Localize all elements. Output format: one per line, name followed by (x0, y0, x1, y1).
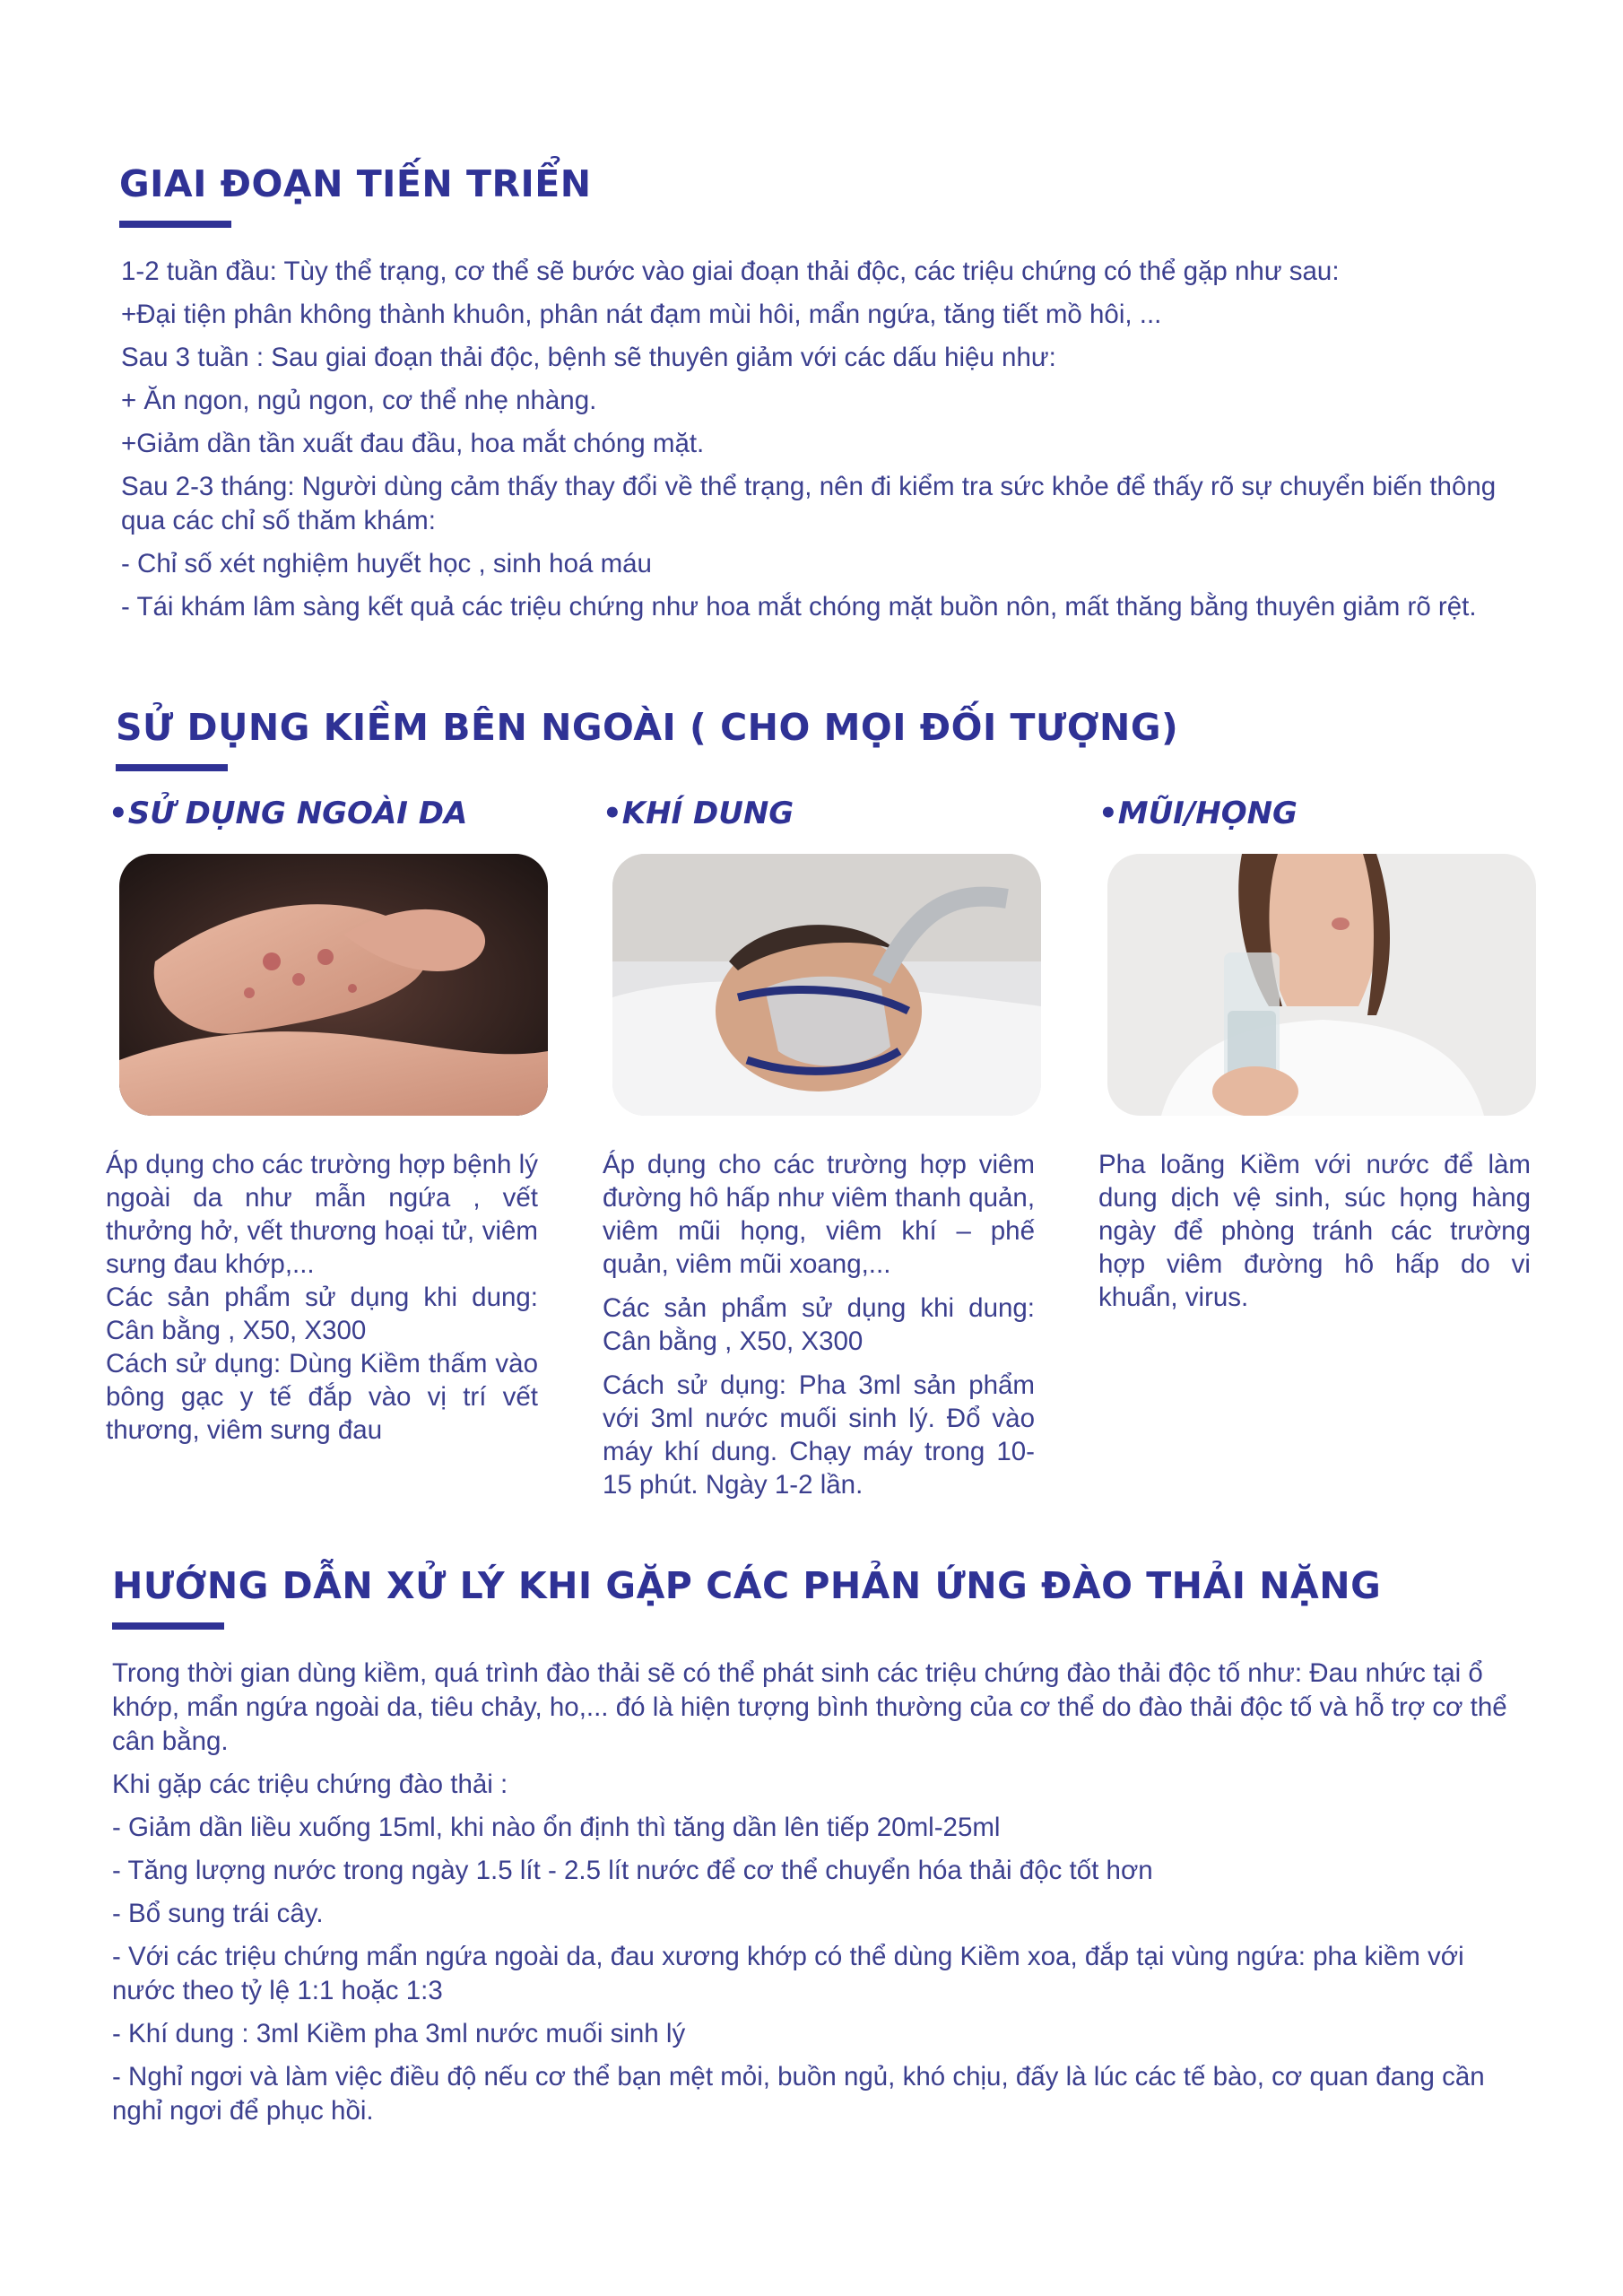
column-text-nose-throat (1098, 1148, 1531, 1325)
column-title-nebulizer: •KHÍ DUNG (603, 796, 794, 831)
paragraph: - Bổ sung trái cây. (112, 1899, 324, 1928)
section-heading-progression: GIAI ĐOẠN TIẾN TRIỂN (119, 162, 592, 205)
column-text-nebulizer (603, 1148, 1035, 1512)
paragraph: Các sản phẩm sử dụng khi dung: Cân bằng , X50, X300 (106, 1283, 538, 1345)
paragraph: Khi gặp các triệu chứng đào thải : (112, 1770, 508, 1799)
paragraph: +Giảm dần tần xuất đau đầu, hoa mắt chóng mặt. (121, 429, 705, 458)
paragraph: - Khí dung : 3ml Kiềm pha 3ml nước muối sinh lý (112, 2019, 686, 2048)
paragraph: Cách sử dụng: Dùng Kiềm thấm vào bông gạc y tế đắp vào vị trí vết thương, viêm sưng đau (106, 1349, 538, 1445)
paragraph: Sau 3 tuần : Sau giai đoạn thải độc, bệnh sẽ thuyên giảm với các dấu hiệu như: (121, 343, 1056, 372)
paragraph: - Chỉ số xét nghiệm huyết học , sinh hoá máu (121, 549, 652, 578)
paragraph: - Tăng lượng nước trong ngày 1.5 lít - 2.5 lít nước để cơ thể chuyển hóa thải độc tốt hơn (112, 1856, 1153, 1885)
nebulizer-mask-photo (612, 854, 1041, 1116)
paragraph: + Ăn ngon, ngủ ngon, cơ thể nhẹ nhàng. (121, 386, 597, 415)
heading-underline (119, 221, 231, 228)
paragraph: +Đại tiện phân không thành khuôn, phân nát đạm mùi hôi, mẩn ngứa, tăng tiết mồ hôi, ... (121, 300, 1162, 329)
section-heading-external-use: SỬ DỤNG KIỀM BÊN NGOÀI ( CHO MỌI ĐỐI TƯỢNG) (116, 706, 1179, 749)
gargle-water-photo (1107, 854, 1536, 1116)
skin-rash-photo (119, 854, 548, 1116)
severe-reactions-text (112, 1657, 1524, 2137)
paragraph: - Giảm dần liều xuống 15ml, khi nào ổn định thì tăng dần lên tiếp 20ml-25ml (112, 1813, 1001, 1842)
paragraph: - Tái khám lâm sàng kết quả các triệu chứng như hoa mắt chóng mặt buồn nôn, mất thăng bằng thuyên giảm rõ rệt. (121, 592, 1477, 622)
heading-underline (116, 764, 228, 771)
section-heading-severe-reactions: HƯỚNG DẪN XỬ LÝ KHI GẶP CÁC PHẢN ỨNG ĐÀO THẢI NẶNG (112, 1564, 1382, 1607)
paragraph: Áp dụng cho các trường hợp viêm đường hô hấp như viêm thanh quản, viêm mũi họng, viêm khí – phế quản, viêm mũi xoang,... (603, 1150, 1036, 1279)
paragraph: - Nghỉ ngơi và làm việc điều độ nếu cơ thể bạn mệt mỏi, buồn ngủ, khó chịu, đấy là lúc các tế bào, cơ quan đang cần nghỉ ngơi để phục hồi. (112, 2062, 1485, 2126)
column-text-skin (106, 1148, 538, 1457)
paragraph: - Với các triệu chứng mẩn ngứa ngoài da, đau xương khớp có thể dùng Kiềm xoa, đắp tại vùng ngứa: pha kiềm với nước theo tỷ lệ 1:1 hoặc 1:3 (112, 1942, 1464, 2005)
paragraph: 1-2 tuần đầu: Tùy thể trạng, cơ thể sẽ bước vào giai đoạn thải độc, các triệu chứng có thể gặp như sau: (121, 257, 1340, 286)
paragraph: Trong thời gian dùng kiềm, quá trình đào thải sẽ có thể phát sinh các triệu chứng đào thải độc tố như: Đau nhức tại ổ khớp, mẩn ngứa ngoài da, tiêu chảy, ho,... đó là hiện tượng bình thường của cơ thể do đào thải độc tố và hỗ trợ cơ thể cân bằng. (112, 1658, 1507, 1756)
paragraph: Pha loãng Kiềm với nước để làm dung dịch vệ sinh, súc họng hàng ngày để phòng tránh các trường hợp viêm đường hô hấp do vi khuẩn, virus. (1098, 1150, 1531, 1312)
paragraph: Các sản phẩm sử dụng khi dung: Cân bằng , X50, X300 (603, 1293, 1035, 1356)
paragraph: Cách sử dụng: Pha 3ml sản phẩm với 3ml nước muối sinh lý. Đổ vào máy khí dung. Chạy máy trong 10-15 phút. Ngày 1-2 lần. (603, 1370, 1035, 1500)
progression-text (121, 255, 1529, 633)
heading-underline (112, 1622, 224, 1630)
paragraph: Sau 2-3 tháng: Người dùng cảm thấy thay đổi về thể trạng, nên đi kiểm tra sức khỏe để thấy rõ sự chuyển biến thông qua các chỉ số thăm khám: (121, 472, 1497, 535)
column-title-skin: •SỬ DỤNG NGOÀI DA (108, 796, 468, 831)
paragraph: Áp dụng cho các trường hợp bệnh lý ngoài da như mẫn ngứa , vết thưởng hở, vết thương hoại tử, viêm sưng đau khớp,... (106, 1150, 538, 1279)
column-title-nose-throat: •MŨI/HỌNG (1098, 796, 1298, 831)
